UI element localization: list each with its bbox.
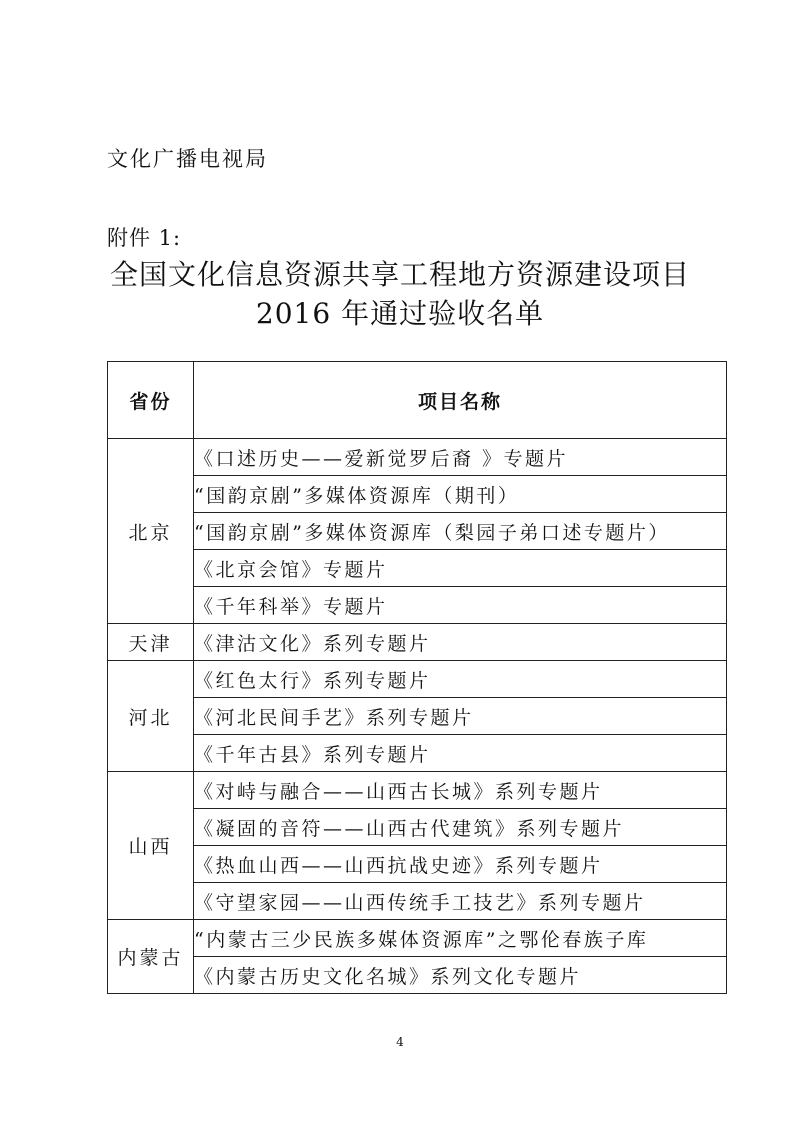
table-row	[108, 772, 727, 809]
project-name-cell: “国韵京剧”多媒体资源库（期刊）	[194, 476, 727, 513]
table-body	[108, 439, 727, 994]
province-cell: 北京	[108, 439, 194, 624]
province-cell: 内蒙古	[108, 920, 194, 994]
project-name-cell: 《内蒙古历史文化名城》系列文化专题片	[194, 957, 727, 994]
column-header-project-name: 项目名称	[194, 362, 727, 439]
project-name-cell: 《红色太行》系列专题片	[194, 661, 727, 698]
table-row	[108, 698, 727, 735]
column-header-province: 省份	[108, 362, 194, 439]
project-name-cell: 《北京会馆》专题片	[194, 550, 727, 587]
project-name-cell: 《千年科举》专题片	[194, 587, 727, 624]
table-row	[108, 550, 727, 587]
province-cell: 山西	[108, 772, 194, 920]
page-number: 4	[396, 1035, 404, 1049]
project-name-cell: 《热血山西——山西抗战史迹》系列专题片	[194, 846, 727, 883]
table-row	[108, 439, 727, 476]
project-name-cell: “内蒙古三少民族多媒体资源库”之鄂伦春族子库	[194, 920, 727, 957]
table-row	[108, 587, 727, 624]
table-row	[108, 846, 727, 883]
project-name-cell: “国韵京剧”多媒体资源库（梨园子弟口述专题片）	[194, 513, 727, 550]
table-header-row	[108, 362, 727, 439]
table-row	[108, 920, 727, 957]
table-row	[108, 809, 727, 846]
table-row	[108, 624, 727, 661]
project-name-cell: 《凝固的音符——山西古代建筑》系列专题片	[194, 809, 727, 846]
table-row	[108, 513, 727, 550]
table-row	[108, 735, 727, 772]
project-list-table	[107, 361, 727, 994]
organization-line: 文化广播电视局	[107, 147, 268, 171]
project-name-cell: 《守望家园——山西传统手工技艺》系列专题片	[194, 883, 727, 920]
table-row	[108, 476, 727, 513]
table-row	[108, 661, 727, 698]
project-name-cell: 《千年古县》系列专题片	[194, 735, 727, 772]
project-name-cell: 《津沽文化》系列专题片	[194, 624, 727, 661]
table-row	[108, 883, 727, 920]
province-cell: 天津	[108, 624, 194, 661]
project-name-cell: 《河北民间手艺》系列专题片	[194, 698, 727, 735]
attachment-label: 附件 1:	[107, 226, 182, 250]
table-row	[108, 957, 727, 994]
document-title-line-1: 全国文化信息资源共享工程地方资源建设项目	[109, 258, 690, 291]
project-name-cell: 《口述历史——爱新觉罗后裔 》专题片	[194, 439, 727, 476]
document-title-line-2: 2016 年通过验收名单	[255, 297, 545, 330]
project-name-cell: 《对峙与融合——山西古长城》系列专题片	[194, 772, 727, 809]
province-cell: 河北	[108, 661, 194, 772]
